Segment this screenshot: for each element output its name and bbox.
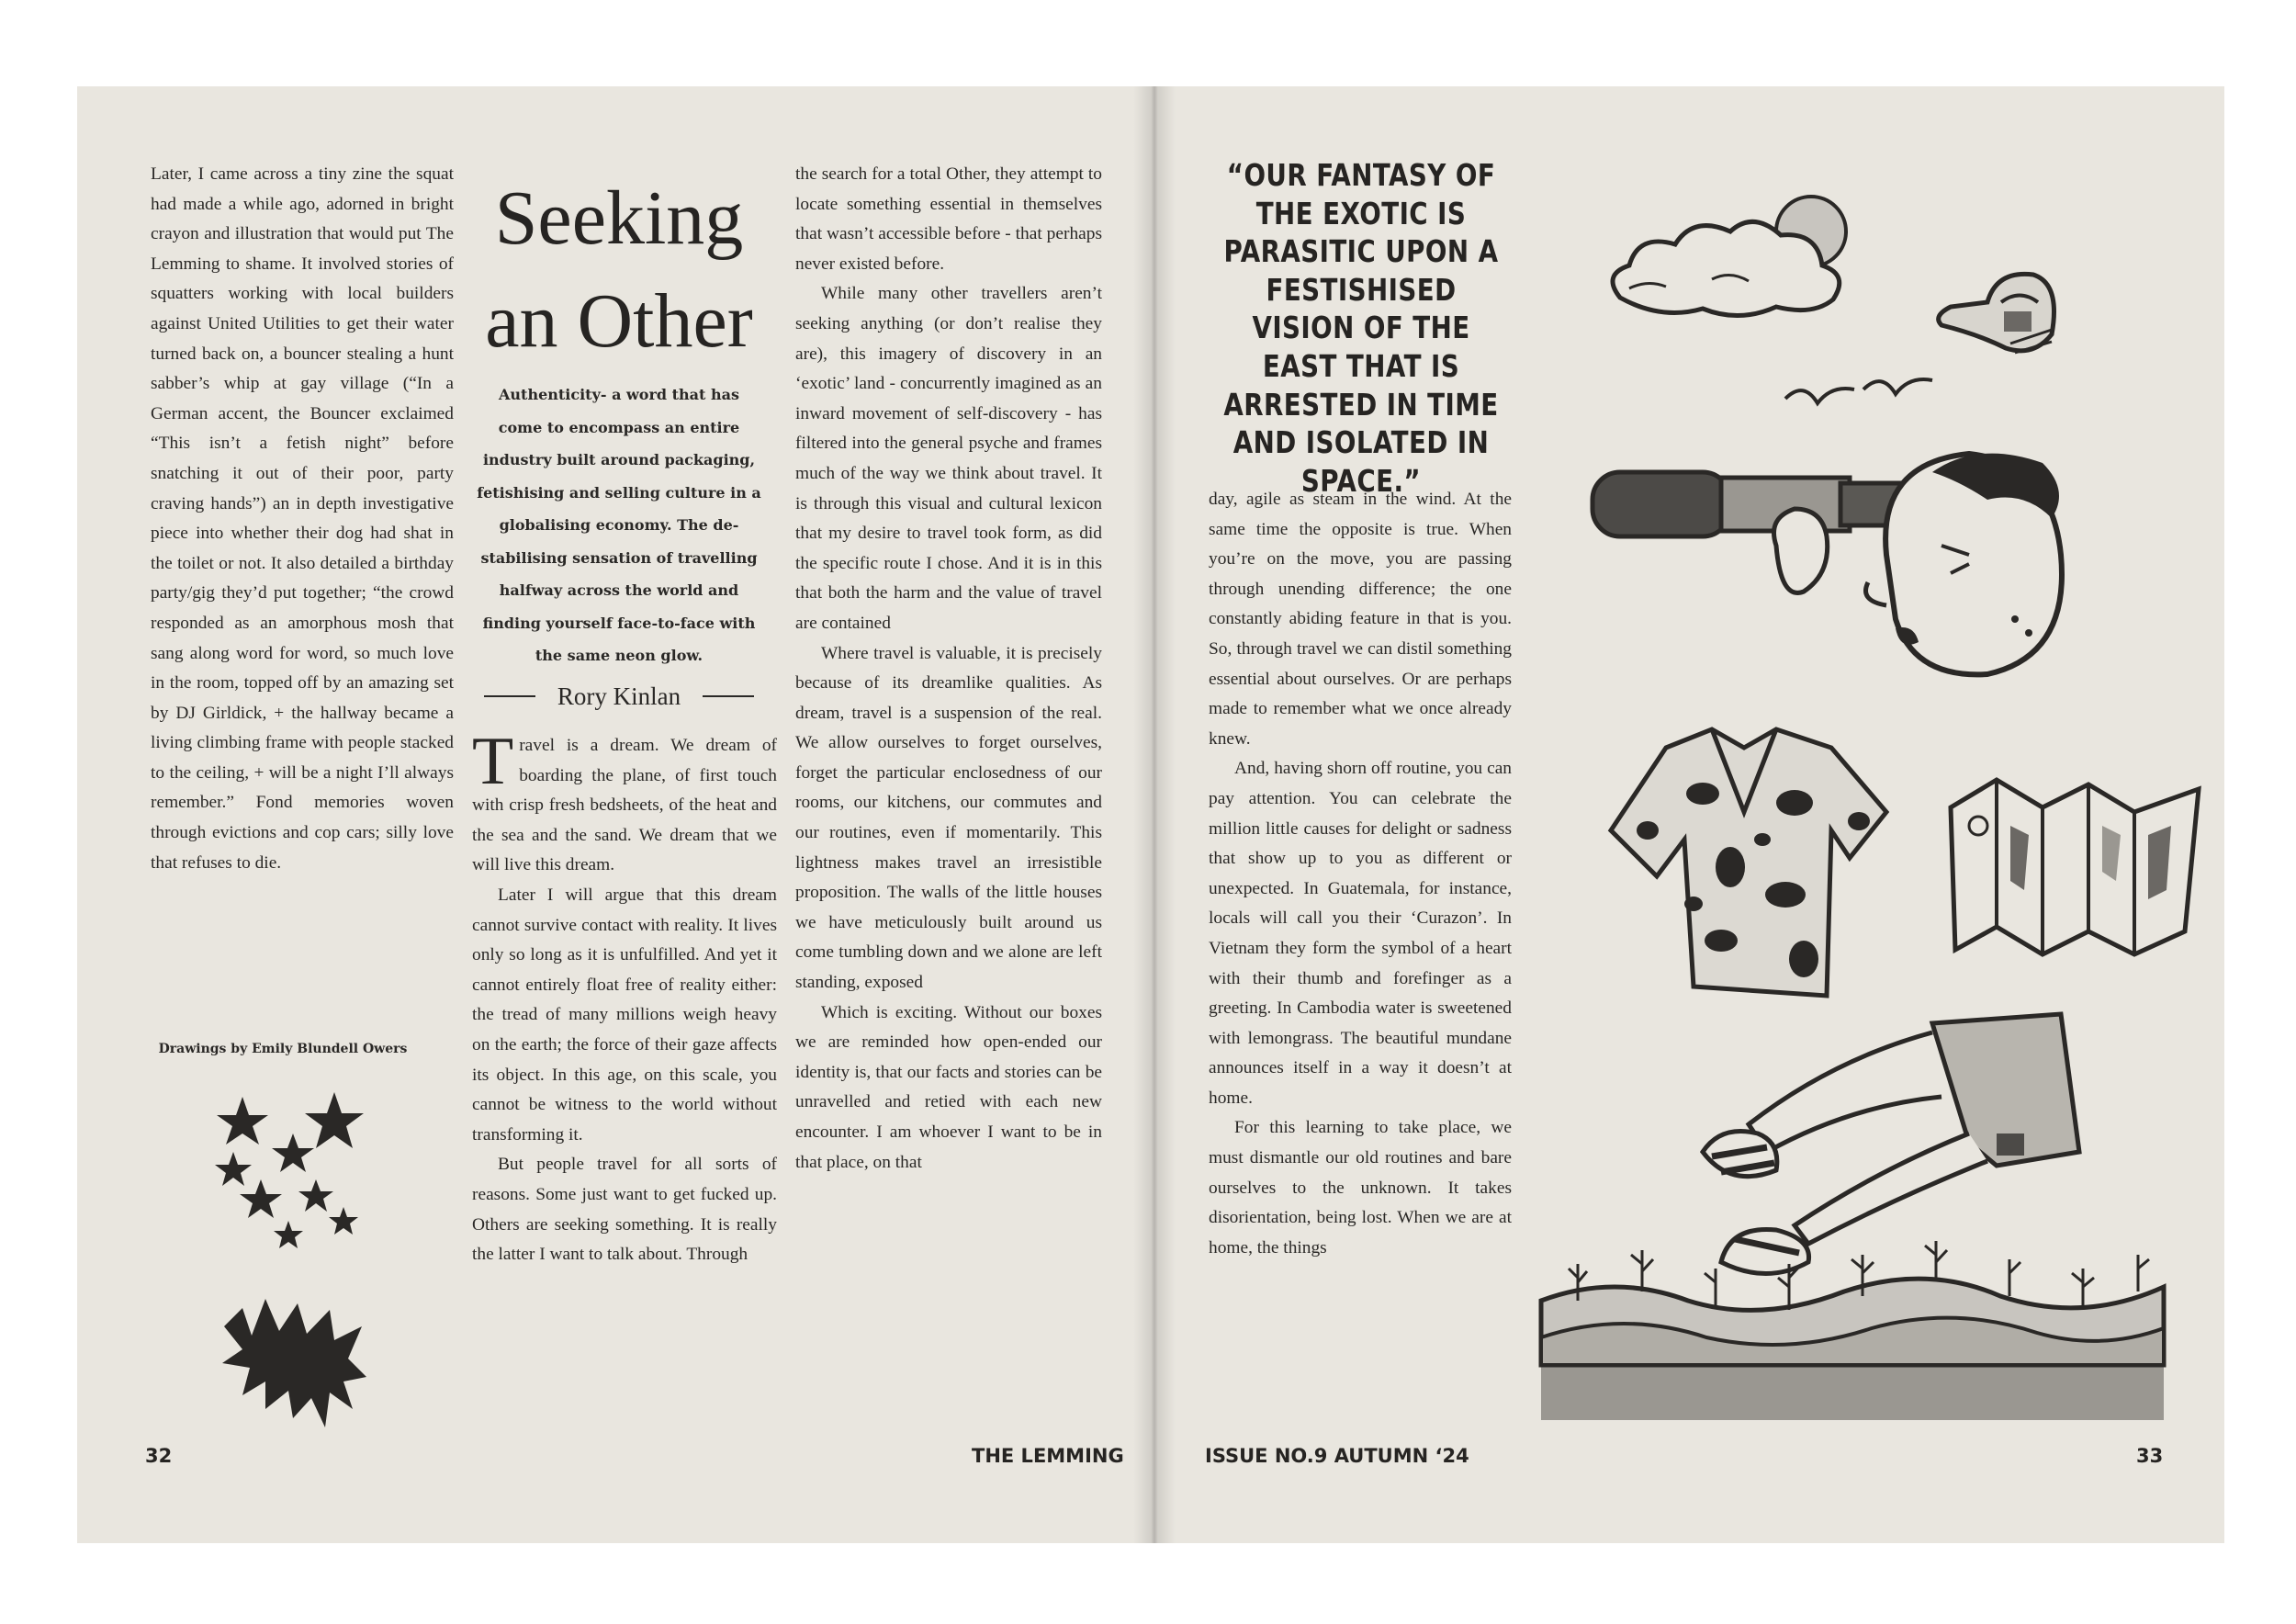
col4-paragraph-2: And, having shorn off routine, you can pay attention. You can celebrate the million little causes for delight or sadness that show up to you as different or unexpected. In Guatemala, for instance, locals will call you their ‘Curazon’. In Vietnam they form the symbol of a heart with their thumb and forefinger as a greeting. In Cambodia water is sweetened with lemongrass. The beautiful mundane announces itself in a way it doesn’t at home. <box>1209 759 1512 1108</box>
shirt-icon <box>1583 711 1914 1023</box>
col4-paragraph-3: For this learning to take place, we must dismantle our old routines and bare ourselves to the unknown. It takes disorientation, being lost. When we are at home, the things <box>1209 1118 1512 1257</box>
col3-paragraph-4: Which is exciting. Without our boxes we are reminded how open-ended our identity is, that our facts and stories can be unravelled and retied with each new encounter. I am whoever I want to be in that place, on that <box>795 1002 1102 1172</box>
column-3 <box>795 160 1102 1178</box>
col2-paragraph-3: But people travel for all sorts of reasons. Some just want to get fucked up. Others are seeking something. It is really the latter I want to talk about. Through <box>472 1155 777 1265</box>
byline-rule-right <box>703 695 754 697</box>
standfirst: Authenticity- a word that has come to encompass an entire industry built around packaging, fetishising and selling culture in a globalising economy. The de-stabilising sensation of travelling halfway across the world and finding yourself face-to-face with the same neon glow. <box>477 386 761 664</box>
telescope-face-icon <box>1583 435 2098 720</box>
column-2 <box>472 724 777 1270</box>
byline-rule-left <box>484 695 535 697</box>
map-icon <box>1941 771 2208 964</box>
col1-paragraph: Later, I came across a tiny zine the squat had made a while ago, adorned in bright crayon and illustration that would put The Lemming to shame. It involved stories of squatters working with local builders against United Utilities to get their water turned back on, a bouncer stealing a hunt sabber’s whip at gay village (“In a German accent, the Bouncer exclaimed “This isn’t a fetish night” before snatching it out of their poor, party craving hands”) an in depth investigative piece into whether their dog had shat in the toilet or not. It also detailed a birthday party/gig they’d put together; “the crowd responded as an amorphous mosh that sang along word for word, so much love in the room, topped off by an amazing set by DJ Girldick, + the hallway became a living climbing frame with people stacked to the ceiling, + will be a night I’ll always remember.” Fond memories woven through evictions and cop cars; silly love that refuses to die. <box>151 164 454 873</box>
article-title: Seeking an Other <box>485 175 753 364</box>
stars-icon <box>206 1088 389 1271</box>
byline <box>476 678 762 715</box>
birds-icon <box>1776 362 1941 435</box>
col3-paragraph-2: While many other travellers aren’t seeking anything (or don’t realise they are), this imagery of discovery in an ‘exotic’ land - concurrently imagined as an inward movement of self-discovery - has filtered into the general psyche and frames much of the way we think about travel. It is through this visual and cultural lexicon that my desire to travel took form, as did the specific route I chose. And it is in this that both the harm and the value of travel are contained <box>795 284 1102 633</box>
col4-paragraph-1: day, agile as steam in the wind. At the same time the opposite is true. When you’re on the move, you are passing through unending difference; the one constantly abiding feature in that is you. So, through travel we can distil something essential about ourselves. Or are perhaps made to remember what we once already knew. <box>1209 490 1512 749</box>
landscape-icon <box>1541 1236 2164 1420</box>
cat-icon <box>215 1290 371 1437</box>
drop-cap: T <box>472 724 514 799</box>
illustration-credits: Drawings by Emily Blundell Owers <box>158 1042 408 1056</box>
footer-issue: ISSUE NO.9 AUTUMN ‘24 <box>1205 1445 1469 1467</box>
magazine-spread <box>77 86 2224 1543</box>
col2-paragraph-1: ravel is a dream. We dream of boarding the plane, of first touch with crisp fresh bedsheets, of the heat and the sea and the sand. We dream that we will live this dream. <box>472 736 777 875</box>
pull-quote: “OUR FANTASY OF THE EXOTIC IS PARASITIC UPON A FESTISHISED VISION OF THE EAST THAT IS ARRESTED IN TIME AND ISOLATED IN SPACE.” <box>1223 157 1499 499</box>
page-number-left: 32 <box>145 1445 173 1467</box>
cloud-sun-icon <box>1593 187 1886 344</box>
col3-paragraph-1: the search for a total Other, they attempt to locate something essential in themselves that wasn’t accessible before - that perhaps never existed before. <box>795 164 1102 274</box>
footer-publication: THE LEMMING <box>972 1445 1124 1467</box>
cap-icon <box>1923 261 2070 380</box>
column-4 <box>1209 485 1512 1263</box>
page-number-right: 33 <box>2136 1445 2164 1467</box>
column-1 <box>151 160 454 878</box>
author-name: Rory Kinlan <box>557 682 681 710</box>
page-gutter <box>1133 86 1176 1543</box>
col3-paragraph-3: Where travel is valuable, it is precisely because of its dreamlike qualities. As dream, travel is a suspension of the real. We allow ourselves to forget ourselves, forget the particular enclosedness of our rooms, our kitchens, our commutes and our routines, even if momentarily. This lightness makes travel an irresistible proposition. The walls of the little houses we have meticulously built around us come tumbling down and we alone are left standing, exposed <box>795 643 1102 993</box>
col2-paragraph-2: Later I will argue that this dream cannot survive contact with reality. It lives only so long as it is unfulfilled. And yet it cannot entirely float free of reality either: the tread of many millions weigh heavy on the earth; the force of their gaze affects its object. In this age, on this scale, you cannot be witness to the world without transforming it. <box>472 885 777 1145</box>
